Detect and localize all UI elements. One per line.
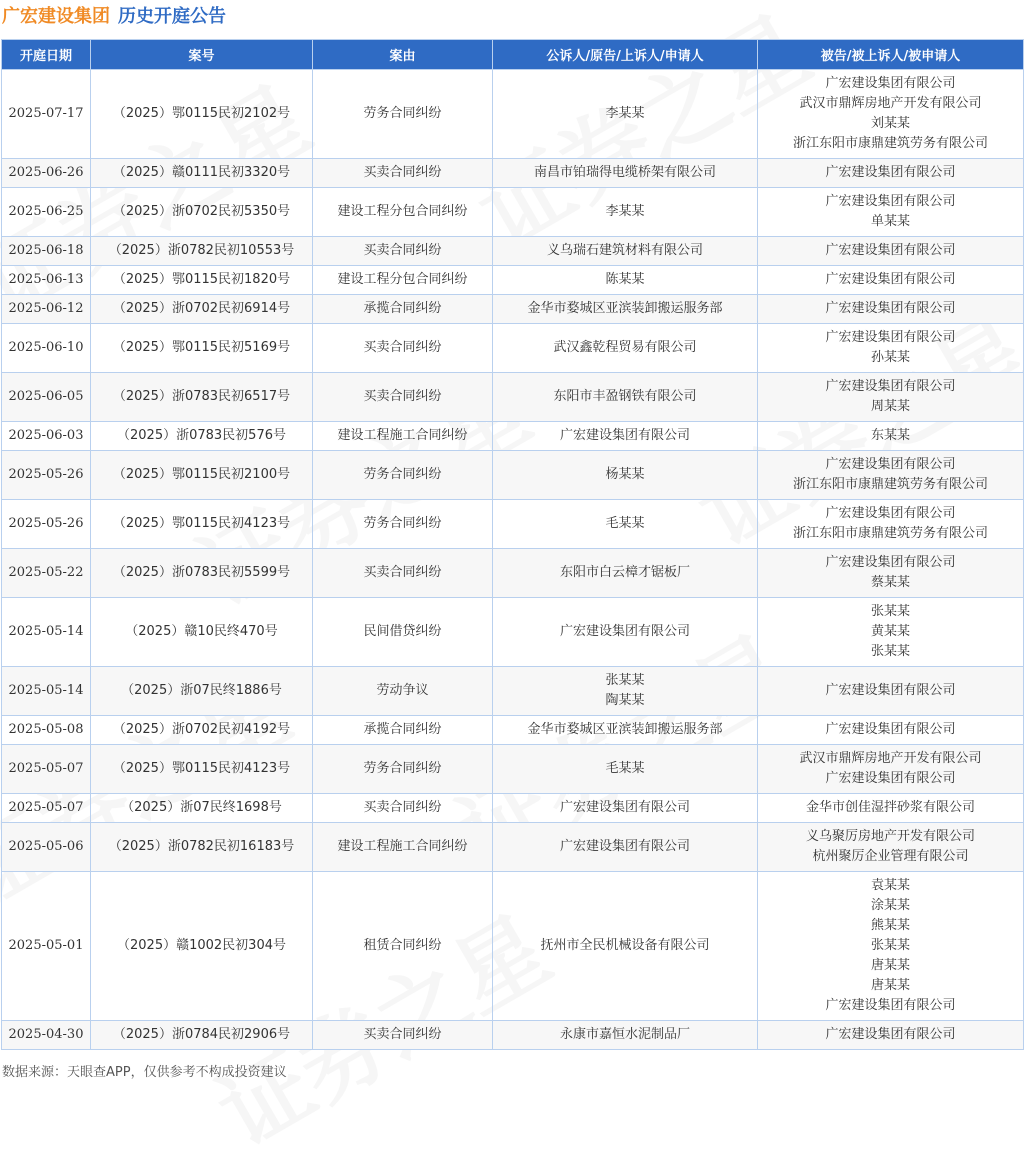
table-row xyxy=(2,716,1024,745)
party-name: 广宏建设集团有限公司 xyxy=(559,428,690,443)
table-row xyxy=(2,188,1024,237)
party-name: 浙江东阳市康鼎建筑劳务有限公司 xyxy=(792,136,988,151)
party-name: 袁某某 xyxy=(870,878,910,893)
party-name: 蔡某某 xyxy=(870,575,910,590)
party-name: 张某某 xyxy=(870,938,910,953)
plaintiff-list xyxy=(493,295,758,324)
table-body xyxy=(2,70,1024,1050)
case-cause: 劳务合同纠纷 xyxy=(313,451,493,500)
party-name: 广宏建设集团有限公司 xyxy=(825,76,956,91)
case-cause: 建设工程施工合同纠纷 xyxy=(313,422,493,451)
party-name: 陶某某 xyxy=(605,693,645,708)
defendant-list xyxy=(758,1021,1024,1050)
party-name: 广宏建设集团有限公司 xyxy=(825,243,956,258)
case-number: （2025）浙0784民初2906号 xyxy=(91,1021,313,1050)
plaintiff-list xyxy=(493,324,758,373)
case-cause: 买卖合同纠纷 xyxy=(313,237,493,266)
party-name: 金华市婺城区亚滨装卸搬运服务部 xyxy=(527,301,723,316)
party-name: 广宏建设集团有限公司 xyxy=(825,272,956,287)
defendant-list xyxy=(758,373,1024,422)
defendant-list xyxy=(758,872,1024,1021)
plaintiff-list xyxy=(493,159,758,188)
party-name: 广宏建设集团有限公司 xyxy=(825,165,956,180)
case-cause: 买卖合同纠纷 xyxy=(313,549,493,598)
hearing-date: 2025-05-07 xyxy=(2,794,91,823)
party-name: 浙江东阳市康鼎建筑劳务有限公司 xyxy=(792,477,988,492)
party-name: 唐某某 xyxy=(870,978,910,993)
party-name: 广宏建设集团有限公司 xyxy=(825,330,956,345)
hearing-date: 2025-06-13 xyxy=(2,266,91,295)
hearing-date: 2025-06-12 xyxy=(2,295,91,324)
party-name: 广宏建设集团有限公司 xyxy=(825,1027,956,1042)
party-name: 毛某某 xyxy=(605,761,645,776)
plaintiff-list xyxy=(493,451,758,500)
party-name: 广宏建设集团有限公司 xyxy=(825,457,956,472)
case-number: （2025）赣0111民初3320号 xyxy=(91,159,313,188)
table-row xyxy=(2,237,1024,266)
column-header-defendant: 被告/被上诉人/被申请人 xyxy=(758,40,1024,70)
party-name: 广宏建设集团有限公司 xyxy=(559,839,690,854)
case-number: （2025）赣1002民初304号 xyxy=(91,872,313,1021)
table-header-row xyxy=(2,40,1024,70)
page-title xyxy=(0,0,1024,30)
case-cause: 劳务合同纠纷 xyxy=(313,745,493,794)
hearing-table xyxy=(1,39,1024,1050)
plaintiff-list xyxy=(493,716,758,745)
column-header-case-no: 案号 xyxy=(91,40,313,70)
defendant-list xyxy=(758,716,1024,745)
hearing-date: 2025-05-06 xyxy=(2,823,91,872)
party-name: 武汉鑫乾程贸易有限公司 xyxy=(553,340,697,355)
party-name: 金华市婺城区亚滨装卸搬运服务部 xyxy=(527,722,723,737)
case-cause: 承揽合同纠纷 xyxy=(313,716,493,745)
case-number: （2025）鄂0115民初4123号 xyxy=(91,500,313,549)
plaintiff-list xyxy=(493,667,758,716)
case-cause: 买卖合同纠纷 xyxy=(313,794,493,823)
defendant-list xyxy=(758,70,1024,159)
party-name: 广宏建设集团有限公司 xyxy=(825,555,956,570)
table-row xyxy=(2,451,1024,500)
party-name: 武汉市鼎辉房地产开发有限公司 xyxy=(799,96,982,111)
plaintiff-list xyxy=(493,872,758,1021)
defendant-list xyxy=(758,667,1024,716)
case-number: （2025）鄂0115民初5169号 xyxy=(91,324,313,373)
defendant-list xyxy=(758,500,1024,549)
hearing-date: 2025-06-26 xyxy=(2,159,91,188)
party-name: 李某某 xyxy=(605,204,645,219)
party-name: 抚州市全民机械设备有限公司 xyxy=(540,938,710,953)
case-number: （2025）鄂0115民初1820号 xyxy=(91,266,313,295)
defendant-list xyxy=(758,422,1024,451)
defendant-list xyxy=(758,295,1024,324)
party-name: 广宏建设集团有限公司 xyxy=(559,800,690,815)
table-row xyxy=(2,500,1024,549)
party-name: 南昌市铂瑞得电缆桥架有限公司 xyxy=(533,165,716,180)
hearing-date: 2025-04-30 xyxy=(2,1021,91,1050)
case-cause: 买卖合同纠纷 xyxy=(313,324,493,373)
case-cause: 建设工程分包合同纠纷 xyxy=(313,266,493,295)
party-name: 广宏建设集团有限公司 xyxy=(825,301,956,316)
party-name: 武汉市鼎辉房地产开发有限公司 xyxy=(799,751,982,766)
hearing-date: 2025-05-08 xyxy=(2,716,91,745)
defendant-list xyxy=(758,237,1024,266)
party-name: 张某某 xyxy=(605,673,645,688)
plaintiff-list xyxy=(493,1021,758,1050)
party-name: 黄某某 xyxy=(870,624,910,639)
column-header-date: 开庭日期 xyxy=(2,40,91,70)
table-row xyxy=(2,373,1024,422)
party-name: 义乌瑞石建筑材料有限公司 xyxy=(546,243,703,258)
section-title: 历史开庭公告 xyxy=(118,6,226,27)
case-cause: 买卖合同纠纷 xyxy=(313,159,493,188)
hearing-date: 2025-06-05 xyxy=(2,373,91,422)
party-name: 广宏建设集团有限公司 xyxy=(825,506,956,521)
party-name: 广宏建设集团有限公司 xyxy=(825,771,956,786)
case-cause: 租赁合同纠纷 xyxy=(313,872,493,1021)
hearing-date: 2025-05-01 xyxy=(2,872,91,1021)
party-name: 刘某某 xyxy=(870,116,910,131)
party-name: 东某某 xyxy=(870,428,910,443)
plaintiff-list xyxy=(493,794,758,823)
party-name: 张某某 xyxy=(870,644,910,659)
case-number: （2025）浙0783民初5599号 xyxy=(91,549,313,598)
plaintiff-list xyxy=(493,500,758,549)
party-name: 杭州聚厉企业管理有限公司 xyxy=(812,849,969,864)
defendant-list xyxy=(758,266,1024,295)
case-number: （2025）浙0702民初6914号 xyxy=(91,295,313,324)
case-number: （2025）鄂0115民初2100号 xyxy=(91,451,313,500)
case-number: （2025）浙0702民初5350号 xyxy=(91,188,313,237)
hearing-date: 2025-06-03 xyxy=(2,422,91,451)
plaintiff-list xyxy=(493,745,758,794)
column-header-cause: 案由 xyxy=(313,40,493,70)
case-number: （2025）浙07民终1886号 xyxy=(91,667,313,716)
hearing-date: 2025-05-07 xyxy=(2,745,91,794)
plaintiff-list xyxy=(493,823,758,872)
party-name: 陈某某 xyxy=(605,272,645,287)
party-name: 毛某某 xyxy=(605,516,645,531)
table-row xyxy=(2,667,1024,716)
table-row xyxy=(2,422,1024,451)
data-source-note: 数据来源：天眼查APP，仅供参考不构成投资建议 xyxy=(2,1065,287,1080)
case-cause: 买卖合同纠纷 xyxy=(313,373,493,422)
table-row xyxy=(2,794,1024,823)
table-row xyxy=(2,823,1024,872)
table-row xyxy=(2,295,1024,324)
hearing-date: 2025-06-18 xyxy=(2,237,91,266)
party-name: 张某某 xyxy=(870,604,910,619)
hearing-date: 2025-06-10 xyxy=(2,324,91,373)
party-name: 涂某某 xyxy=(870,898,910,913)
case-number: （2025）浙0782民初10553号 xyxy=(91,237,313,266)
case-cause: 民间借贷纠纷 xyxy=(313,598,493,667)
defendant-list xyxy=(758,451,1024,500)
plaintiff-list xyxy=(493,598,758,667)
defendant-list xyxy=(758,549,1024,598)
defendant-list xyxy=(758,188,1024,237)
table-row xyxy=(2,70,1024,159)
plaintiff-list xyxy=(493,266,758,295)
defendant-list xyxy=(758,159,1024,188)
plaintiff-list xyxy=(493,422,758,451)
party-name: 唐某某 xyxy=(870,958,910,973)
table-row xyxy=(2,324,1024,373)
defendant-list xyxy=(758,823,1024,872)
party-name: 东阳市丰盈钢铁有限公司 xyxy=(553,389,697,404)
table-row xyxy=(2,1021,1024,1050)
party-name: 浙江东阳市康鼎建筑劳务有限公司 xyxy=(792,526,988,541)
defendant-list xyxy=(758,324,1024,373)
party-name: 义乌聚厉房地产开发有限公司 xyxy=(805,829,975,844)
table-row xyxy=(2,872,1024,1021)
case-cause: 劳动争议 xyxy=(313,667,493,716)
party-name: 周某某 xyxy=(870,399,910,414)
case-number: （2025）浙0782民初16183号 xyxy=(91,823,313,872)
case-number: （2025）鄂0115民初2102号 xyxy=(91,70,313,159)
defendant-list xyxy=(758,794,1024,823)
defendant-list xyxy=(758,598,1024,667)
hearing-date: 2025-05-26 xyxy=(2,451,91,500)
case-number: （2025）浙0783民初576号 xyxy=(91,422,313,451)
plaintiff-list xyxy=(493,70,758,159)
party-name: 金华市创佳湿拌砂浆有限公司 xyxy=(805,800,975,815)
party-name: 广宏建设集团有限公司 xyxy=(825,194,956,209)
party-name: 广宏建设集团有限公司 xyxy=(825,379,956,394)
defendant-list xyxy=(758,745,1024,794)
hearing-date: 2025-05-26 xyxy=(2,500,91,549)
party-name: 广宏建设集团有限公司 xyxy=(825,722,956,737)
table-row xyxy=(2,598,1024,667)
column-header-plaintiff: 公诉人/原告/上诉人/申请人 xyxy=(493,40,758,70)
hearing-date: 2025-05-14 xyxy=(2,598,91,667)
party-name: 东阳市白云樟才锯板厂 xyxy=(559,565,690,580)
plaintiff-list xyxy=(493,188,758,237)
party-name: 杨某某 xyxy=(605,467,645,482)
hearing-date: 2025-07-17 xyxy=(2,70,91,159)
party-name: 广宏建设集团有限公司 xyxy=(825,683,956,698)
case-cause: 承揽合同纠纷 xyxy=(313,295,493,324)
case-cause: 建设工程分包合同纠纷 xyxy=(313,188,493,237)
case-number: （2025）浙0783民初6517号 xyxy=(91,373,313,422)
case-cause: 劳务合同纠纷 xyxy=(313,500,493,549)
plaintiff-list xyxy=(493,373,758,422)
party-name: 孙某某 xyxy=(870,350,910,365)
party-name: 广宏建设集团有限公司 xyxy=(559,624,690,639)
case-cause: 买卖合同纠纷 xyxy=(313,1021,493,1050)
table-row xyxy=(2,549,1024,598)
case-number: （2025）浙0702民初4192号 xyxy=(91,716,313,745)
case-cause: 建设工程施工合同纠纷 xyxy=(313,823,493,872)
company-name: 广宏建设集团 xyxy=(2,6,110,27)
table-row xyxy=(2,159,1024,188)
party-name: 永康市嘉恒水泥制品厂 xyxy=(559,1027,690,1042)
party-name: 李某某 xyxy=(605,106,645,121)
hearing-date: 2025-06-25 xyxy=(2,188,91,237)
case-number: （2025）赣10民终470号 xyxy=(91,598,313,667)
case-cause: 劳务合同纠纷 xyxy=(313,70,493,159)
party-name: 广宏建设集团有限公司 xyxy=(825,998,956,1013)
hearing-date: 2025-05-14 xyxy=(2,667,91,716)
plaintiff-list xyxy=(493,549,758,598)
case-number: （2025）浙07民终1698号 xyxy=(91,794,313,823)
case-number: （2025）鄂0115民初4123号 xyxy=(91,745,313,794)
party-name: 单某某 xyxy=(870,214,910,229)
table-row xyxy=(2,266,1024,295)
plaintiff-list xyxy=(493,237,758,266)
party-name: 熊某某 xyxy=(870,918,910,933)
hearing-date: 2025-05-22 xyxy=(2,549,91,598)
table-row xyxy=(2,745,1024,794)
